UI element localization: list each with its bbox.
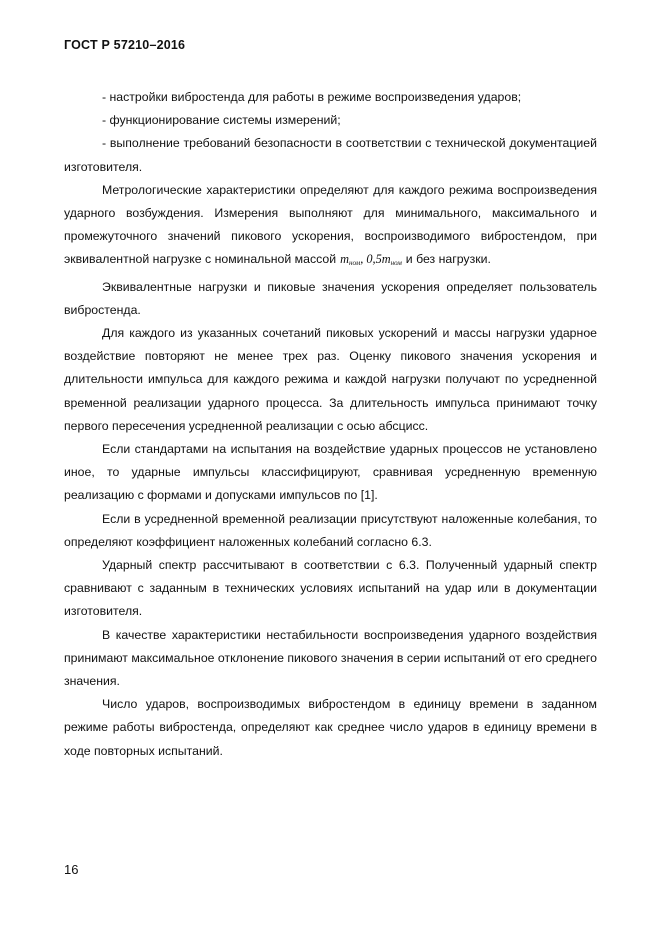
formula-comma: ,	[360, 252, 364, 267]
formula-subscript: ном	[390, 259, 402, 268]
paragraph-tail: и без нагрузки.	[405, 252, 491, 267]
document-header: ГОСТ Р 57210–2016	[64, 38, 186, 52]
formula-m: m	[381, 252, 391, 267]
formula-coefficient: 0,5	[366, 252, 382, 267]
paragraph: Для каждого из указанных сочетаний пиковых ускорений и массы нагрузки ударное воздействие повторяют не менее трех раз. Оценку пикового значения ускорения и длительности импульса для каждого режима и каждой нагрузки получают по усредненной временной реализации ударного процесса. За длительность импульса принимают точку первого пересечения усредненной реализации с осью абсцисс.	[64, 326, 597, 433]
formula-m: m	[340, 252, 349, 267]
paragraph: Если стандартами на испытания на воздействие ударных процессов не установлено иное, то ударные импульсы классифицируют, сравнивая усредненную временную реализацию с формами и допусками импульсов по [1].	[64, 442, 597, 503]
paragraph: - функционирование системы измерений;	[102, 113, 341, 128]
page-number: 16	[64, 862, 79, 877]
paragraph: Число ударов, воспроизводимых вибростендом в единицу времени в заданном режиме работы вибростенда, определяют как среднее число ударов в единицу времени в ходе повторных испытаний.	[64, 697, 597, 758]
paragraph-with-formula	[64, 179, 597, 276]
paragraph: Если в усредненной временной реализации присутствуют наложенные колебания, то определяют коэффициент наложенных колебаний согласно 6.3.	[64, 511, 597, 549]
paragraph: Эквивалентные нагрузки и пиковые значения ускорения определяет пользователь вибростенда.	[64, 279, 597, 317]
formula-subscript: ном	[349, 259, 361, 268]
mass-formula	[340, 252, 402, 266]
paragraph: - настройки вибростенда для работы в режиме воспроизведения ударов;	[102, 90, 522, 104]
paragraph: В качестве характеристики нестабильности воспроизведения ударного воздействия принимают максимальное отклонение пикового значения в серии испытаний от его среднего значения.	[64, 627, 597, 689]
paragraph: - выполнение требований безопасности в соответствии с технической документацией изготовителя.	[64, 136, 597, 174]
paragraph: Ударный спектр рассчитывают в соответствии с 6.3. Полученный ударный спектр сравнивают с заданным в технических условиях испытаний на удар или в документации изготовителя.	[64, 558, 597, 619]
paragraph-text: Метрологические характеристики определяют для каждого режима воспроизведения ударного возбуждения. Измерения выполняют для минимального, максимального и промежуточного значений пикового ускорения, воспроизводимого вибростендом, при эквивалентной нагрузке с номинальной массой	[64, 182, 597, 267]
document-body	[64, 86, 597, 763]
